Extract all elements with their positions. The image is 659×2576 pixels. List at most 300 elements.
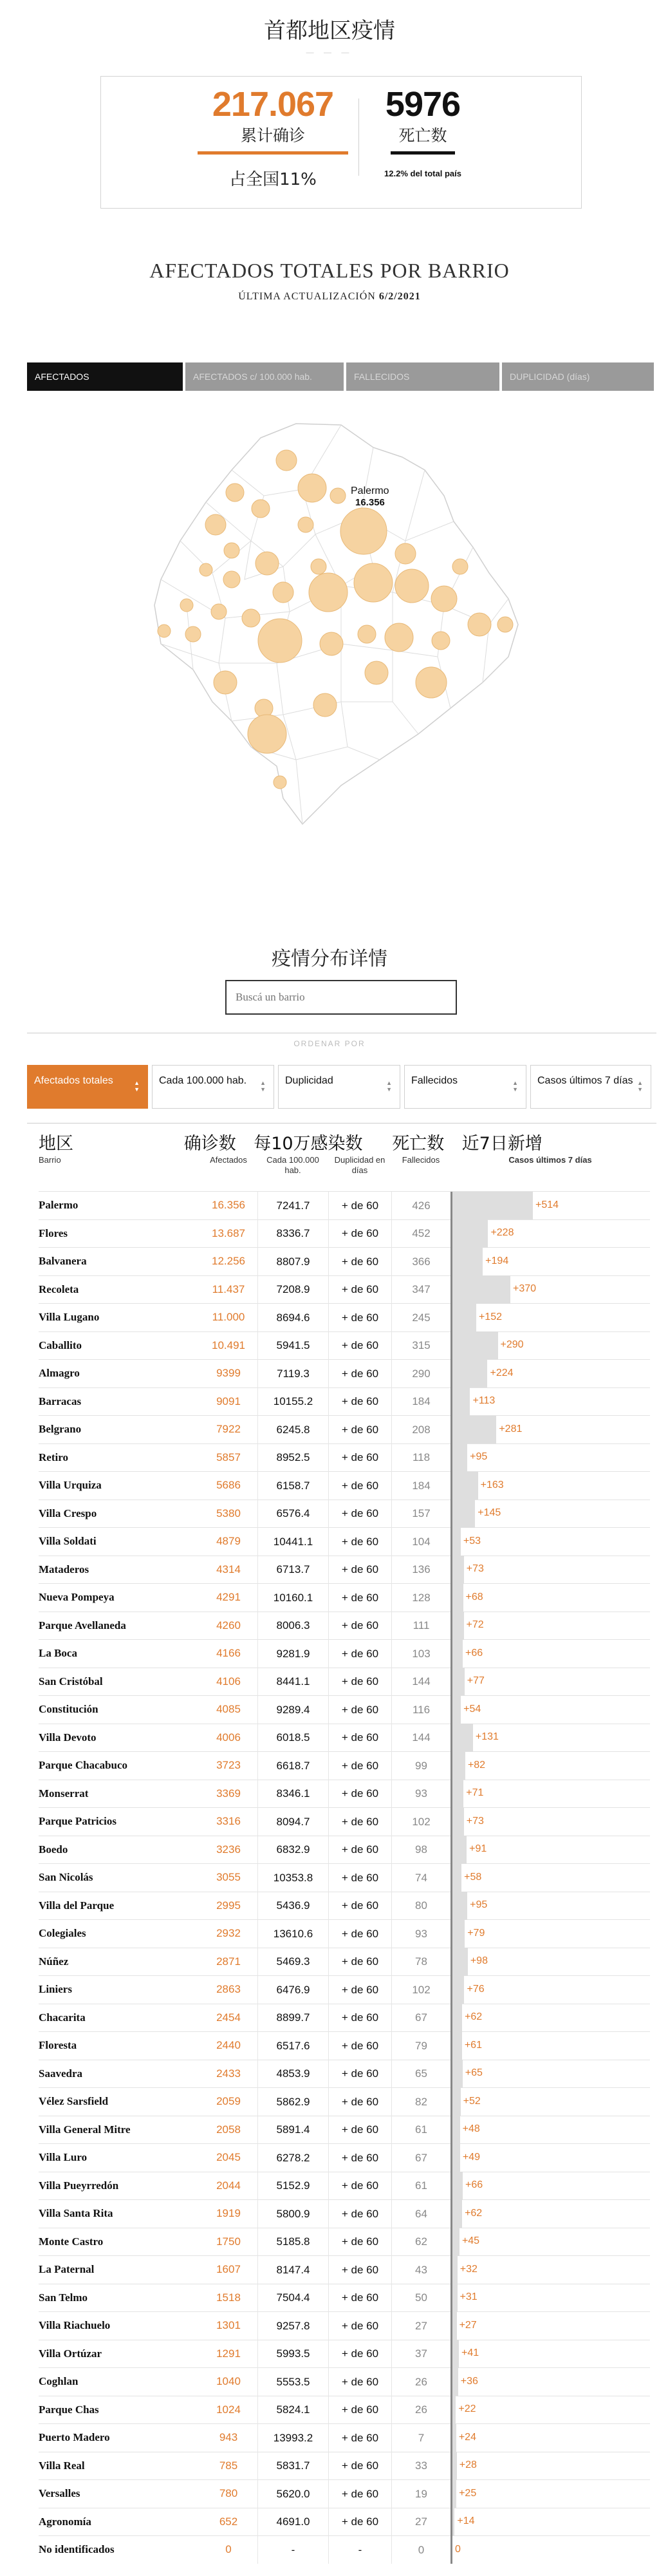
header-cada: Cada 100.000 hab.: [266, 1155, 319, 1175]
tab-afectados[interactable]: AFECTADOS: [27, 362, 183, 391]
weekly-cell: [450, 1500, 650, 1528]
weekly-bar: [452, 1192, 533, 1220]
duplicidad-value: + de 60: [328, 2480, 391, 2508]
cada-value: 7119.3: [257, 1360, 328, 1388]
map-area[interactable]: [148, 412, 547, 850]
duplicidad-value: + de 60: [328, 1724, 391, 1752]
cada-value: 5993.5: [257, 2340, 328, 2368]
cada-value: 9281.9: [257, 1640, 328, 1668]
duplicidad-value: -: [328, 2536, 391, 2564]
afectados-value: 11.000: [212, 1311, 245, 1324]
duplicidad-value: + de 60: [328, 1836, 391, 1864]
sort-label: Duplicidad: [285, 1075, 333, 1086]
table-row: [39, 1500, 650, 1528]
table-row: [39, 2396, 650, 2424]
weekly-label: +73: [466, 1563, 484, 1574]
weekly-label: +41: [461, 2347, 479, 2358]
table-row: [39, 2116, 650, 2144]
page-title: 首都地区疫情: [264, 18, 395, 44]
weekly-cell: [450, 1808, 650, 1836]
update-date: 6/2/2021: [378, 291, 421, 302]
barrio-name: Chacarita: [39, 2011, 86, 2024]
header-duplicidad: Duplicidad en días: [334, 1155, 385, 1175]
weekly-label: +82: [467, 1759, 486, 1771]
cada-value: 5824.1: [257, 2396, 328, 2424]
weekly-bar: [452, 1472, 478, 1500]
duplicidad-value: + de 60: [328, 1443, 391, 1472]
sort-label: Afectados totales: [34, 1075, 113, 1086]
weekly-bar: [452, 1808, 464, 1836]
duplicidad-value: + de 60: [328, 1892, 391, 1920]
table-row: [39, 1275, 650, 1304]
afectados-value: 780: [219, 2487, 238, 2500]
weekly-label: +68: [465, 1591, 483, 1603]
fallecidos-value: 184: [391, 1472, 450, 1500]
duplicidad-value: + de 60: [328, 2424, 391, 2452]
afectados-value: 3236: [216, 1843, 241, 1856]
weekly-cell: [450, 1472, 650, 1500]
duplicidad-value: + de 60: [328, 2004, 391, 2032]
afectados-value: 2044: [216, 2179, 241, 2192]
fallecidos-value: 79: [391, 2032, 450, 2060]
weekly-label: +45: [461, 2235, 480, 2246]
weekly-bar: [452, 2116, 460, 2144]
barrio-name: San Telmo: [39, 2291, 88, 2304]
weekly-label: +66: [465, 1647, 483, 1659]
barrio-name: Monte Castro: [39, 2235, 104, 2248]
weekly-label: +228: [490, 1227, 514, 1238]
title-decoration: — — —: [306, 48, 353, 57]
cada-value: 6576.4: [257, 1500, 328, 1528]
fallecidos-value: 208: [391, 1416, 450, 1444]
table-row: [39, 1695, 650, 1724]
afectados-value: 4085: [216, 1703, 241, 1716]
header-barrio: Barrio: [39, 1155, 61, 1165]
table-row: [39, 1247, 650, 1275]
barrio-name: Parque Chacabuco: [39, 1759, 128, 1772]
table-row: [39, 1724, 650, 1752]
weekly-label: +113: [472, 1395, 496, 1406]
afectados-value: 3316: [216, 1815, 241, 1828]
afectados-value: 2871: [216, 1955, 241, 1968]
barrio-name: Monserrat: [39, 1787, 89, 1800]
duplicidad-value: + de 60: [328, 1612, 391, 1640]
weekly-cell: [450, 1612, 650, 1640]
weekly-bar: [452, 1528, 461, 1556]
duplicidad-value: + de 60: [328, 1920, 391, 1948]
afectados-value: 652: [219, 2515, 238, 2528]
weekly-label: +95: [470, 1899, 488, 1910]
sort-cada-button[interactable]: [152, 1065, 274, 1109]
duplicidad-value: + de 60: [328, 2116, 391, 2144]
fallecidos-value: 347: [391, 1275, 450, 1304]
barrio-map[interactable]: [148, 412, 547, 850]
cada-value: 13610.6: [257, 1920, 328, 1948]
duplicidad-value: + de 60: [328, 1248, 391, 1276]
afectados-value: 1024: [216, 2403, 241, 2416]
fallecidos-value: 93: [391, 1780, 450, 1808]
table-row: [39, 2031, 650, 2060]
weekly-label: +194: [485, 1255, 509, 1266]
weekly-cell: [450, 2340, 650, 2368]
weekly-label: +14: [457, 2515, 475, 2526]
afectados-value: 2995: [216, 1899, 241, 1912]
barrio-name: No identificados: [39, 2543, 115, 2556]
sort-arrows-icon: ▲ ▼: [260, 1080, 266, 1093]
table-row: [39, 2535, 650, 2564]
cada-value: 5941.5: [257, 1331, 328, 1360]
table-row: [39, 2367, 650, 2396]
tab-fallecidos[interactable]: FALLECIDOS: [346, 362, 499, 391]
duplicidad-value: + de 60: [328, 1331, 391, 1360]
cada-value: 6832.9: [257, 1836, 328, 1864]
weekly-cell: [450, 2144, 650, 2172]
barrio-name: Villa Crespo: [39, 1507, 97, 1519]
fallecidos-value: 67: [391, 2144, 450, 2172]
weekly-cell: [450, 1696, 650, 1724]
afectados-value: 4314: [216, 1563, 241, 1575]
weekly-label: +91: [469, 1843, 487, 1854]
afectados-value: 2932: [216, 1927, 241, 1940]
fallecidos-value: 26: [391, 2368, 450, 2396]
duplicidad-value: + de 60: [328, 1500, 391, 1528]
duplicidad-value: + de 60: [328, 2144, 391, 2172]
afectados-value: 16.356: [212, 1199, 245, 1212]
cada-value: 10160.1: [257, 1584, 328, 1612]
weekly-bar: [452, 2480, 456, 2508]
weekly-label: +36: [460, 2375, 478, 2387]
table-row: [39, 2508, 650, 2536]
cada-value: 10353.8: [257, 1864, 328, 1892]
fallecidos-value: 144: [391, 1724, 450, 1752]
table-row: [39, 1219, 650, 1248]
fallecidos-value: 111: [391, 1612, 450, 1640]
weekly-cell: [450, 1892, 650, 1920]
cada-value: 5469.3: [257, 1948, 328, 1976]
cada-value: 6476.9: [257, 1976, 328, 2004]
barrio-name: Palermo: [39, 1199, 79, 1212]
weekly-bar: [452, 1836, 467, 1864]
weekly-label: +131: [475, 1731, 499, 1742]
barrio-name: Puerto Madero: [39, 2431, 110, 2444]
afectados-value: 4166: [216, 1647, 241, 1660]
fallecidos-value: 43: [391, 2256, 450, 2284]
barrio-name: Versalles: [39, 2487, 80, 2500]
weekly-cell: [450, 1976, 650, 2004]
duplicidad-value: + de 60: [328, 2060, 391, 2088]
weekly-cell: [450, 2032, 650, 2060]
header-zh: [39, 1129, 650, 1155]
weekly-bar: [452, 1920, 465, 1948]
fallecidos-value: 78: [391, 1948, 450, 1976]
weekly-cell: [450, 2536, 650, 2564]
city-outline: [154, 424, 518, 824]
weekly-label: +27: [459, 2319, 477, 2331]
weekly-cell: [450, 1275, 650, 1304]
afectados-value: 3723: [216, 1759, 241, 1772]
afectados-value: 4291: [216, 1591, 241, 1604]
barrio-name: Recoleta: [39, 1283, 79, 1295]
fallecidos-value: 61: [391, 2172, 450, 2200]
fallecidos-value: 82: [391, 2088, 450, 2116]
barrio-name: Retiro: [39, 1451, 68, 1463]
weekly-label: +73: [466, 1815, 484, 1827]
barrio-name: Villa Devoto: [39, 1731, 97, 1744]
weekly-bar: [452, 2312, 457, 2340]
afectados-value: 2440: [216, 2039, 241, 2052]
weekly-cell: [450, 1556, 650, 1584]
section-title: AFECTADOS TOTALES POR BARRIO: [149, 259, 510, 282]
duplicidad-value: + de 60: [328, 1864, 391, 1892]
header-fallecidos-zh: 死亡数: [392, 1134, 445, 1154]
weekly-bar: [452, 2032, 462, 2060]
weekly-bar: [452, 2508, 454, 2536]
weekly-bar: [452, 1275, 510, 1304]
afectados-value: 4879: [216, 1535, 241, 1548]
table-row: [39, 1527, 650, 1556]
table-row: [39, 1191, 650, 1219]
fallecidos-value: 290: [391, 1360, 450, 1388]
header-weekly-zh: 近7日新增: [461, 1134, 543, 1154]
duplicidad-value: + de 60: [328, 2340, 391, 2368]
confirmed-label: 累计确诊: [240, 126, 305, 145]
weekly-label: +290: [500, 1339, 524, 1350]
barrio-name: San Cristóbal: [39, 1675, 103, 1688]
table-row: [39, 2199, 650, 2228]
weekly-bar: [452, 1696, 461, 1724]
stat-divider: [358, 99, 359, 176]
barrio-name: Villa Lugano: [39, 1311, 100, 1324]
header-es: [39, 1155, 650, 1191]
sort-duplicidad-button[interactable]: [278, 1065, 400, 1109]
duplicidad-value: + de 60: [328, 1808, 391, 1836]
barrio-name: Villa Real: [39, 2459, 85, 2472]
stats-card: [100, 76, 582, 209]
barrio-name: San Nicolás: [39, 1871, 93, 1884]
weekly-label: +152: [478, 1311, 502, 1322]
search-input[interactable]: [225, 980, 457, 1015]
cada-value: -: [257, 2536, 328, 2564]
afectados-value: 1291: [216, 2347, 241, 2360]
fallecidos-value: 93: [391, 1920, 450, 1948]
afectados-value: 5686: [216, 1479, 241, 1492]
sort-fallecidos-button[interactable]: [404, 1065, 526, 1109]
afectados-value: 2045: [216, 2151, 241, 2164]
weekly-bar: [452, 2340, 459, 2368]
duplicidad-value: + de 60: [328, 1696, 391, 1724]
duplicidad-value: + de 60: [328, 1556, 391, 1584]
map-tabs: [27, 362, 656, 391]
confirmed-bar: [198, 151, 348, 155]
table-row: [39, 1836, 650, 1864]
weekly-bar: [452, 1500, 475, 1528]
weekly-cell: [450, 2116, 650, 2144]
weekly-label: +28: [459, 2459, 477, 2470]
table-row: [39, 1612, 650, 1640]
afectados-value: 2058: [216, 2123, 241, 2136]
fallecidos-value: 50: [391, 2284, 450, 2312]
duplicidad-value: + de 60: [328, 1528, 391, 1556]
cada-value: 5831.7: [257, 2452, 328, 2480]
duplicidad-value: + de 60: [328, 2088, 391, 2116]
barrio-name: Barracas: [39, 1395, 82, 1407]
weekly-label: +514: [535, 1199, 559, 1210]
barrio-name: Parque Chas: [39, 2403, 99, 2416]
weekly-cell: [450, 2200, 650, 2228]
sort-afectados-button[interactable]: [27, 1065, 148, 1109]
sort-label: Cada 100.000 hab.: [159, 1075, 247, 1086]
weekly-cell: [450, 1640, 650, 1668]
tab-afectados-100k[interactable]: AFECTADOS c/ 100.000 hab.: [185, 362, 344, 391]
cada-value: 10441.1: [257, 1528, 328, 1556]
sort-label: Casos últimos 7 días: [537, 1075, 633, 1086]
confirmed-stat: [198, 84, 348, 190]
barrio-name: Balvanera: [39, 1255, 87, 1268]
fallecidos-value: 452: [391, 1219, 450, 1248]
weekly-bar: [452, 2200, 462, 2228]
barrio-table: [39, 1129, 650, 2564]
weekly-bar: [452, 2396, 456, 2424]
map-callout-name: Palermo: [351, 485, 389, 496]
fallecidos-value: 157: [391, 1500, 450, 1528]
afectados-value: 1750: [216, 2235, 241, 2248]
share-label: 占全国11%: [229, 170, 317, 189]
weekly-cell: [450, 1724, 650, 1752]
afectados-value: 2454: [216, 2011, 241, 2024]
afectados-value: 0: [225, 2543, 232, 2556]
duplicidad-value: + de 60: [328, 1780, 391, 1808]
table-row: [39, 1639, 650, 1668]
duplicidad-value: + de 60: [328, 2228, 391, 2256]
weekly-cell: [450, 1864, 650, 1892]
duplicidad-value: + de 60: [328, 1192, 391, 1220]
weekly-bar: [452, 2228, 459, 2256]
cada-value: 13993.2: [257, 2424, 328, 2452]
afectados-value: 1040: [216, 2375, 241, 2388]
weekly-label: 0: [455, 2543, 461, 2555]
sort-weekly-button[interactable]: [530, 1065, 651, 1109]
cada-value: 8952.5: [257, 1443, 328, 1472]
weekly-cell: [450, 1192, 650, 1220]
weekly-label: +48: [462, 2123, 480, 2134]
duplicidad-value: + de 60: [328, 2368, 391, 2396]
cada-value: 7504.4: [257, 2284, 328, 2312]
cada-value: 5891.4: [257, 2116, 328, 2144]
cada-value: 5436.9: [257, 1892, 328, 1920]
cada-value: 7241.7: [257, 1192, 328, 1220]
update-line: [0, 291, 659, 303]
afectados-value: 7922: [216, 1423, 241, 1436]
weekly-bar: [452, 2368, 458, 2396]
weekly-cell: [450, 1584, 650, 1612]
fallecidos-value: 104: [391, 1528, 450, 1556]
duplicidad-value: + de 60: [328, 1416, 391, 1444]
sort-arrows-icon: ▲ ▼: [637, 1080, 643, 1093]
cada-value: 9257.8: [257, 2312, 328, 2340]
barrio-name: Villa del Parque: [39, 1899, 115, 1912]
weekly-cell: [450, 1836, 650, 1864]
header-afectados-zh: 确诊数: [183, 1134, 236, 1154]
weekly-cell: [450, 1248, 650, 1276]
fallecidos-value: 144: [391, 1668, 450, 1696]
weekly-label: +66: [465, 2179, 483, 2190]
weekly-bar: [452, 1248, 483, 1276]
table-row: [39, 1471, 650, 1500]
weekly-cell: [450, 1219, 650, 1248]
fallecidos-value: 33: [391, 2452, 450, 2480]
duplicidad-value: + de 60: [328, 1275, 391, 1304]
sort-arrows-icon: ▲ ▼: [134, 1080, 140, 1093]
barrio-name: Mataderos: [39, 1563, 89, 1575]
duplicidad-value: + de 60: [328, 2172, 391, 2200]
weekly-label: +54: [463, 1703, 481, 1715]
barrio-name: La Paternal: [39, 2263, 95, 2276]
cada-value: 6018.5: [257, 1724, 328, 1752]
tab-duplicidad[interactable]: DUPLICIDAD (días): [502, 362, 654, 391]
cada-value: 9289.4: [257, 1696, 328, 1724]
afectados-value: 785: [219, 2459, 238, 2472]
cada-value: 8336.7: [257, 1219, 328, 1248]
cada-value: 5862.9: [257, 2088, 328, 2116]
afectados-value: 4006: [216, 1731, 241, 1744]
table-row: [39, 1415, 650, 1443]
afectados-value: 943: [219, 2431, 238, 2444]
weekly-bar: [452, 1864, 461, 1892]
cada-value: 10155.2: [257, 1387, 328, 1416]
table-row: [39, 1583, 650, 1612]
cada-value: 4853.9: [257, 2060, 328, 2088]
weekly-label: +52: [463, 2095, 481, 2107]
barrio-name: Constitución: [39, 1703, 98, 1716]
header-afectados: Afectados: [210, 1155, 247, 1165]
weekly-cell: [450, 1416, 650, 1444]
weekly-label: +370: [512, 1283, 537, 1294]
afectados-value: 5380: [216, 1507, 241, 1519]
fallecidos-value: 27: [391, 2508, 450, 2536]
afectados-value: 4260: [216, 1619, 241, 1631]
weekly-cell: [450, 2256, 650, 2284]
duplicidad-value: + de 60: [328, 1976, 391, 2004]
weekly-label: +58: [464, 1871, 482, 1883]
weekly-cell: [450, 1387, 650, 1416]
barrio-name: Saavedra: [39, 2067, 82, 2080]
weekly-cell: [450, 1752, 650, 1780]
weekly-bar: [452, 1304, 476, 1332]
barrio-name: Flores: [39, 1227, 68, 1239]
duplicidad-value: + de 60: [328, 2256, 391, 2284]
afectados-value: 1919: [216, 2207, 241, 2220]
cada-value: 8899.7: [257, 2004, 328, 2032]
fallecidos-value: 80: [391, 1892, 450, 1920]
duplicidad-value: + de 60: [328, 2284, 391, 2312]
fallecidos-value: 184: [391, 1387, 450, 1416]
cada-value: 6278.2: [257, 2144, 328, 2172]
duplicidad-value: + de 60: [328, 2452, 391, 2480]
weekly-label: +31: [459, 2291, 478, 2302]
duplicidad-value: + de 60: [328, 1752, 391, 1780]
barrio-name: Villa Ortúzar: [39, 2347, 102, 2360]
table-row: [39, 2143, 650, 2172]
weekly-bar: [452, 1780, 463, 1808]
sort-label: Fallecidos: [411, 1075, 458, 1086]
cada-value: 8441.1: [257, 1668, 328, 1696]
sort-arrows-icon: ▲ ▼: [386, 1080, 392, 1093]
weekly-bar: [452, 1640, 463, 1668]
table-row: [39, 1807, 650, 1836]
table-row: [39, 1443, 650, 1472]
table-row: [39, 2452, 650, 2480]
deaths-value: 5976: [385, 85, 461, 124]
